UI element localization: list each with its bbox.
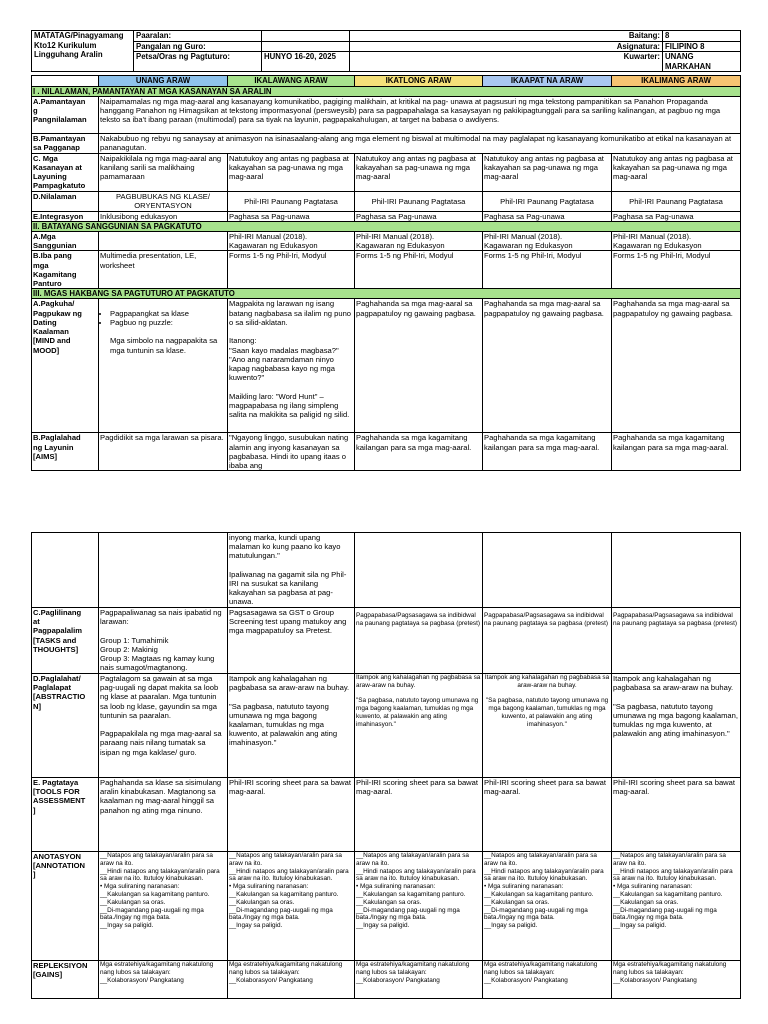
ibapa-day4: Forms 1-5 ng Phil-Iri, Modyul xyxy=(483,251,612,289)
integrasyon-day4: Paghasa sa Pag-unawa xyxy=(483,211,612,221)
pagkuha-note: Mga simbolo na nagpapakita sa mga tuntunin sa klase. xyxy=(110,336,218,355)
nilalaman-day1: PAGBUBUKAS NG KLASE/ ORYENTASYON xyxy=(99,191,228,211)
baitang-value: 8 xyxy=(663,31,741,42)
day-header-1: UNANG ARAW xyxy=(99,76,228,87)
guro-label: Pangalan ng Guro: xyxy=(134,41,262,52)
paglilinang-label: C.Paglilinang at Pagpapalalim [TASKS and THOUGHTS] xyxy=(32,608,99,674)
paglalahad-day2-continued: inyong marka, kundi upang malaman ko kung paano ko kayo matutulungan." Ipaliwanag na gagamit sila ng Phil-IRI na susukat sa kanilang kakayahan sa pagbasa at pag-unawa. xyxy=(228,533,355,608)
kasanayan-day5: Natutukoy ang antas ng pagbasa at kakayahan sa pag-unawa ng mga mag-aaral xyxy=(612,153,741,191)
anotasyon-day2: __Natapos ang talakayan/aralin para sa araw na ito. __Hindi natapos ang talakayan/aralin para sa araw na ito. Itutuloy kinabukasan. • Mga suliraning naranasan: __Kakulangan sa kagamitang panturo. __Kakulangan sa oras. __Di-magandang pag-uugali ng mga bata./Ingay ng mga bata. __Ingay sa paligid. xyxy=(228,852,355,961)
day-header-5: IKALIMANG ARAW xyxy=(612,76,741,87)
ibapa-label: B.Iba pang mga Kagamitang Panturo xyxy=(32,251,99,289)
kuwarter-label: Kuwarter: xyxy=(350,52,663,72)
kasanayan-label: C. Mga Kasanayan at Layuning Pampagkatuto xyxy=(32,153,99,191)
pagkuha-day4: Paghahanda sa mga mag-aaral sa pagpapatuloy ng gawaing pagbasa. xyxy=(483,299,612,433)
day-header-3: IKATLONG ARAW xyxy=(355,76,483,87)
integrasyon-day2: Paghasa sa Pag-unawa xyxy=(228,211,355,221)
cont-day4-blank xyxy=(483,533,612,608)
kasanayan-day3: Natutukoy ang antas ng pagbasa at kakayahan sa pag-unawa ng mga mag-aaral xyxy=(355,153,483,191)
school-block: MATATAG/Pinagyamang Kto12 Kurikulum Lingguhang Aralin xyxy=(32,31,134,72)
paglilinang-day3: Pagpapabasa/Pagsasagawa sa indibidwal na paunang pagtataya sa pagbasa (pretest) xyxy=(355,608,483,674)
pagkuha-item-1: • Pagpapangkat sa klase xyxy=(110,309,226,318)
kasanayan-day4: Natutukoy ang antas ng pagbasa at kakayahan sa pag-unawa ng mga mag-aaral xyxy=(483,153,612,191)
paganap-label: B.Pamantayan sa Pagganap xyxy=(32,133,99,153)
asignatura-value: FILIPINO 8 xyxy=(663,41,741,52)
repleksiyon-label: REPLEKSIYON [GAINS] xyxy=(32,961,99,999)
day-header-4: IKAAPAT NA ARAW xyxy=(483,76,612,87)
guro-field[interactable] xyxy=(262,41,350,52)
lesson-plan-page-2 xyxy=(31,532,740,999)
kasanayan-day2: Natutukoy ang antas ng pagbasa at kakayahan sa pag-unawa ng mga mag-aaral xyxy=(228,153,355,191)
anotasyon-day1: __Natapos ang talakayan/aralin para sa araw na ito. __Hindi natapos ang talakayan/aralin para sa araw na ito. Itutuloy kinabukasan. • Mga suliraning naranasan: __Kakulangan sa kagamitang panturo. __Kakulangan sa oras. __Di-magandang pag-uugali ng mga bata./Ingay ng mga bata. __Ingay sa paligid. xyxy=(99,852,228,961)
integrasyon-day1: Inklusibong edukasyon xyxy=(99,211,228,221)
asignatura-label: Asignatura: xyxy=(350,41,663,52)
cont-day5-blank xyxy=(612,533,741,608)
repleksiyon-day2: Mga estratehiya/kagamitang nakatulong nang lubos sa talakayan: __Kolaborasyon/ Pangkatang xyxy=(228,961,355,999)
lesson-table-page-2 xyxy=(31,532,741,999)
paglalahad-day4: Paghahanda sa mga kagamitang kailangan para sa mga mag-aaral. xyxy=(483,433,612,471)
section-3-heading: III. MGAS HAKBANG SA PAGTUTURO AT PAGKATUTO xyxy=(32,289,741,299)
repleksiyon-day3: Mga estratehiya/kagamitang nakatulong nang lubos sa talakayan: __Kolaborasyon/ Pangkatang xyxy=(355,961,483,999)
anotasyon-day4: __Natapos ang talakayan/aralin para sa araw na ito. __Hindi natapos ang talakayan/aralin para sa araw na ito. Itutuloy kinabukasan. • Mga suliraning naranasan: __Kakulangan sa kagamitang panturo. __Kakulangan sa oras. __Di-magandang pag-uugali ng mga bata./Ingay ng mga bata. __Ingay sa paligid. xyxy=(483,852,612,961)
sanggunian-day5: Phil-IRI Manual (2018). Kagawaran ng Edukasyon xyxy=(612,232,741,251)
paglalahat-day4: Itampok ang kahalagahan ng pagbabasa sa araw-araw na buhay. "Sa pagbasa, natututo tayong umunawa ng mga bagong kaalaman, tumuklas ng mga kuwento, at palawakin ang ating imahinasyon." xyxy=(483,674,612,778)
section-2-heading: II. BATAYANG SANGGUNIAN SA PAGKATUTO xyxy=(32,222,741,232)
pagtataya-label: E. Pagtataya [TOOLS FOR ASSESSMENT ] xyxy=(32,778,99,852)
anotasyon-day3: __Natapos ang talakayan/aralin para sa araw na ito. __Hindi natapos ang talakayan/aralin para sa araw na ito. Itutuloy kinabukasan. • Mga suliraning naranasan: __Kakulangan sa kagamitang panturo. __Kakulangan sa oras. __Di-magandang pag-uugali ng mga bata./Ingay ng mga bata. __Ingay sa paligid. xyxy=(355,852,483,961)
paglalahad-day1: Pagdidikit sa mga larawan sa pisara. xyxy=(99,433,228,471)
paglalahat-day5: Itampok ang kahalagahan ng pagbabasa sa araw-araw na buhay. "Sa pagbasa, natututo tayong umunawa ng mga bagong kaalaman, tumuklas ng mga kuwento, at palawakin ang ating imahinasyon." xyxy=(612,674,741,778)
pagtataya-day5: Phil-IRI scoring sheet para sa bawat mag-aaral. xyxy=(612,778,741,852)
nilalaman-day5: Phil-IRI Paunang Pagtatasa xyxy=(612,191,741,211)
lesson-table-page-1 xyxy=(31,75,741,471)
paglalahad-day3: Paghahanda sa mga kagamitang kailangan para sa mga mag-aaral. xyxy=(355,433,483,471)
pagtataya-day2: Phil-IRI scoring sheet para sa bawat mag-aaral. xyxy=(228,778,355,852)
pamantayan-label: A.Pamantayan g Pangnilalaman xyxy=(32,96,99,133)
pagkuha-day2: Magpakita ng larawan ng isang batang nagbabasa sa ilalim ng puno o sa silid-aklatan. Itanong: "Saan kayo madalas magbasa?" "Ano ang nararamdaman ninyo kapag nagbabasa kayo ng mga kuwento?" Maikling laro: "Word Hunt" – magpapabasa ng ilang simpleng salita na makikita sa paligid ng silid. xyxy=(228,299,355,433)
petsa-value: HUNYO 16-20, 2025 xyxy=(262,52,350,72)
pagkuha-label: A.Pagkuha/ Pagpukaw ng Dating Kaalaman [MIND and MOOD] xyxy=(32,299,99,433)
kuwarter-value: UNANG MARKAHAN xyxy=(663,52,741,72)
lesson-plan-page-1 xyxy=(31,30,740,471)
cont-label-blank xyxy=(32,533,99,608)
paglalahat-label: D.Paglalahat/ Paglalapat [ABSTRACTIO N] xyxy=(32,674,99,778)
sanggunian-day1 xyxy=(99,232,228,251)
pagkuha-day3: Paghahanda sa mga mag-aaral sa pagpapatuloy ng gawaing pagbasa. xyxy=(355,299,483,433)
paglalahad-day2: "Ngayong linggo, susubukan nating alamin ang inyong kasanayan sa pagbabasa. Hindi ito upang itaas o ibaba ang xyxy=(228,433,355,471)
paglilinang-day5: Pagpapabasa/Pagsasagawa sa indibidwal na paunang pagtataya sa pagbasa (pretest) xyxy=(612,608,741,674)
cont-day1-blank xyxy=(99,533,228,608)
nilalaman-day2: Phil-IRI Paunang Pagtatasa xyxy=(228,191,355,211)
repleksiyon-day5: Mga estratehiya/kagamitang nakatulong nang lubos sa talakayan: __Kolaborasyon/ Pangkatang xyxy=(612,961,741,999)
paglalahad-day5: Paghahanda sa mga kagamitang kailangan para sa mga mag-aaral. xyxy=(612,433,741,471)
petsa-label: Petsa/Oras ng Pagtuturo: xyxy=(134,52,262,72)
repleksiyon-day1: Mga estratehiya/kagamitang nakatulong nang lubos sa talakayan: __Kolaborasyon/ Pangkatang xyxy=(99,961,228,999)
sanggunian-day4: Phil-IRI Manual (2018). Kagawaran ng Edukasyon xyxy=(483,232,612,251)
day-header-row xyxy=(32,76,741,87)
pagtataya-day4: Phil-IRI scoring sheet para sa bawat mag-aaral. xyxy=(483,778,612,852)
nilalaman-day3: Phil-IRI Paunang Pagtatasa xyxy=(355,191,483,211)
pamantayan-text: Naipamamalas ng mga mag-aaral ang kasanayang komunikatibo, pagiging malikhain, at kritikal na pag- unawa at pagsusuri ng mga tekstong pampanitikan sa Panahon Propaganda hanggang Panahon ng Himagsikan at tekstong impormasyonal (persweysib) para sa pagpapahalaga sa kasaysayan ng pakikipagtunggali para sa sariling kalinangan, at pagbuo ng mga teksto sa iba't ibang paraan (multimodal) para sa tiyak na layunin, pagpapakahulugan, at target na babasa o awdiyens. xyxy=(99,96,741,133)
nilalaman-day4: Phil-IRI Paunang Pagtatasa xyxy=(483,191,612,211)
integrasyon-day5: Paghasa sa Pag-unawa xyxy=(612,211,741,221)
integrasyon-label: E.Integrasyon xyxy=(32,211,99,221)
pagkuha-day5: Paghahanda sa mga mag-aaral sa pagpapatuloy ng gawaing pagbasa. xyxy=(612,299,741,433)
paglalahat-day2: Itampok ang kahalagahan ng pagbabasa sa araw-araw na buhay. "Sa pagbasa, natututo tayong umunawa ng mga bagong kaalaman, tumuklas ng mga kuwento, at palawakin ang ating imahinasyon." xyxy=(228,674,355,778)
paglilinang-day2: Pagsasagawa sa GST o Group Screening test upang matukoy ang mga magpapatuloy sa Pretest. xyxy=(228,608,355,674)
sanggunian-day3: Phil-IRI Manual (2018). Kagawaran ng Edukasyon xyxy=(355,232,483,251)
pagtataya-day3: Phil-IRI scoring sheet para sa bawat mag-aaral. xyxy=(355,778,483,852)
sanggunian-day2: Phil-IRI Manual (2018). Kagawaran ng Edukasyon xyxy=(228,232,355,251)
paglalahat-day3: Itampok ang kahalagahan ng pagbabasa sa araw-araw na buhay. "Sa pagbasa, natututo tayong umunawa ng mga bagong kaalaman, tumuklas ng mga kuwento, at palawakin ang ating imahinasyon." xyxy=(355,674,483,778)
ibapa-day2: Forms 1-5 ng Phil-Iri, Modyul xyxy=(228,251,355,289)
day-header-blank xyxy=(32,76,99,87)
paglilinang-day1: Pagpapaliwanag sa nais ipabatid ng larawan: Group 1: Tumahimik Group 2: Makinig Group 3: Magtaas ng kamay kung nais sumagot/magtanong. xyxy=(99,608,228,674)
ibapa-day3: Forms 1-5 ng Phil-Iri, Modyul xyxy=(355,251,483,289)
baitang-label: Baitang: xyxy=(350,31,663,42)
paglilinang-day4: Pagpapabasa/Pagsasagawa sa indibidwal na paunang pagtataya sa pagbasa (pretest) xyxy=(483,608,612,674)
pagkuha-item-2: • Pagbuo ng puzzle: xyxy=(110,318,226,327)
ibapa-day1: Multimedia presentation, LE, worksheet xyxy=(99,251,228,289)
sanggunian-label: A.Mga Sanggunian xyxy=(32,232,99,251)
paganap-text: Nakabubuo ng rebyu ng sanaysay at animasyon na isinasaalang-alang ang mga element ng biswal at multimodal na may paglalapat ng kasanayang komunikatibo at etikal na kasanayan at pananagutan. xyxy=(99,133,741,153)
paglalahad-label: B.Paglalahad ng Layunin [AIMS] xyxy=(32,433,99,471)
pagtataya-day1: Paghahanda sa klase sa sisimulang aralin kinabukasan. Magtanong sa kaalaman ng mag-aaral hinggil sa panahon ng ating mga ninuno. xyxy=(99,778,228,852)
cont-day3-blank xyxy=(355,533,483,608)
day-header-2: IKALAWANG ARAW xyxy=(228,76,355,87)
anotasyon-label: ANOTASYON [ANNOTATION ] xyxy=(32,852,99,961)
paglalahat-day1: Pagtalagom sa gawain at sa mga pag-uugali ng dapat makita sa loob ng klase at paaralan. Mga tuntunin sa loob ng klase, gayundin sa mga tuntunin sa paaralan. Pagpapakilala ng mga mag-aaral sa paraang nais nilang tumatak sa isipan ng mga kaklase/ guro. xyxy=(99,674,228,778)
anotasyon-day5: __Natapos ang talakayan/aralin para sa araw na ito. __Hindi natapos ang talakayan/aralin para sa araw na ito. Itutuloy kinabukasan. • Mga suliraning naranasan: __Kakulangan sa kagamitang panturo. __Kakulangan sa oras. __Di-magandang pag-uugali ng mga bata./Ingay ng mga bata. __Ingay sa paligid. xyxy=(612,852,741,961)
ibapa-day5: Forms 1-5 ng Phil-Iri, Modyul xyxy=(612,251,741,289)
nilalaman-label: D.Nilalaman xyxy=(32,191,99,211)
section-1-heading: I . NILALAMAN, PAMANTAYAN AT MGA KASANAYAN SA ARALIN xyxy=(32,86,741,96)
paaralan-field[interactable] xyxy=(262,31,350,42)
kasanayan-day1: Naipakikilala ng mga mag-aaral ang kanilang sarili sa malikhaing pamamaraan xyxy=(99,153,228,191)
integrasyon-day3: Paghasa sa Pag-unawa xyxy=(355,211,483,221)
header-table xyxy=(31,30,741,72)
repleksiyon-day4: Mga estratehiya/kagamitang nakatulong nang lubos sa talakayan: __Kolaborasyon/ Pangkatang xyxy=(483,961,612,999)
paaralan-label: Paaralan: xyxy=(134,31,262,42)
pagkuha-day1 xyxy=(99,299,228,433)
